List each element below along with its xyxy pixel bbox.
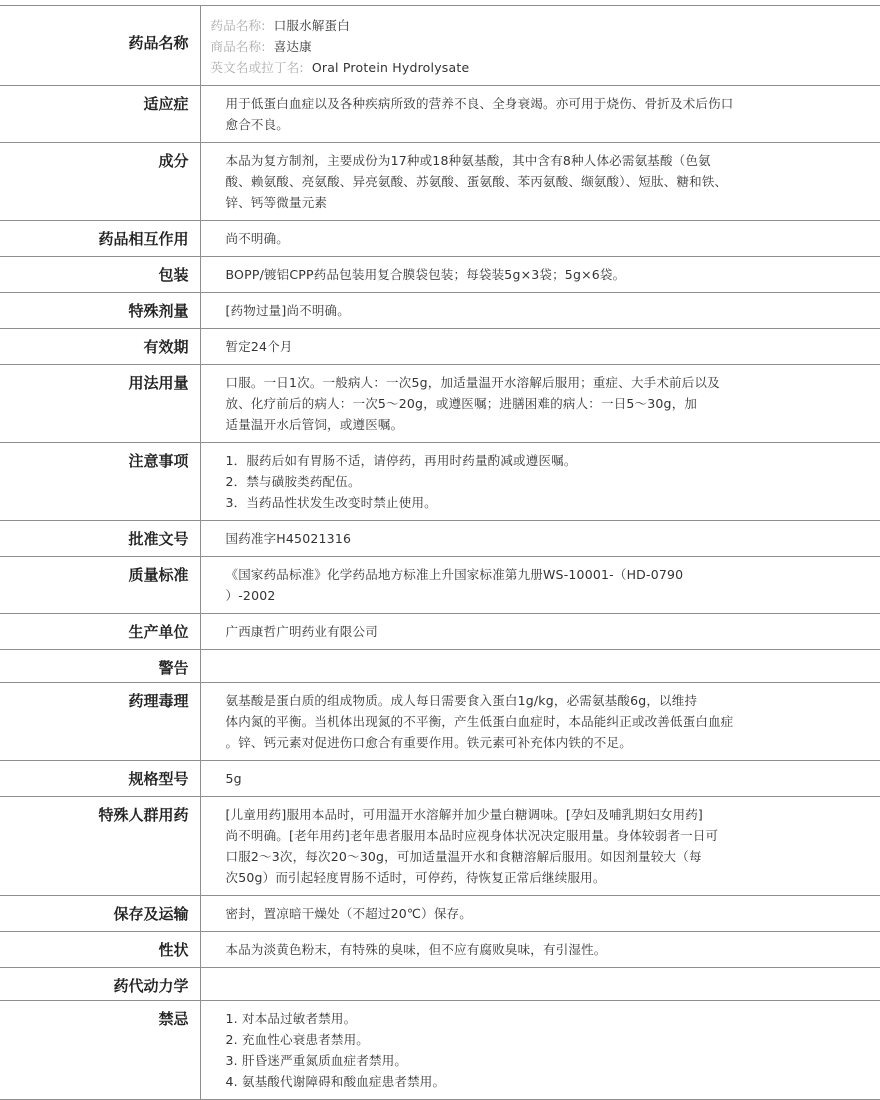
- row-special-dosage: [0, 293, 880, 329]
- row-precautions: [0, 443, 880, 521]
- label-storage: 保存及运输: [0, 896, 200, 932]
- special-population-line: 次50g）而引起轻度胃肠不适时，可停药，待恢复正常后继续服用。: [225, 870, 606, 885]
- row-appearance: [0, 932, 880, 968]
- drug-name-values: [200, 6, 880, 86]
- contraindications-line: 1. 对本品过敏者禁用。: [225, 1011, 357, 1026]
- value-contraindications: [200, 1001, 880, 1100]
- value-manufacturer: [200, 614, 880, 650]
- value-indications: [200, 86, 880, 143]
- value-special-dosage: [200, 293, 880, 329]
- value-pharmacology: [200, 683, 880, 761]
- value-appearance: [200, 932, 880, 968]
- label-manufacturer: 生产单位: [0, 614, 200, 650]
- manufacturer-line: 广西康哲广明药业有限公司: [225, 624, 378, 639]
- storage-line: 密封，置凉暗干燥处（不超过20℃）保存。: [225, 906, 472, 921]
- contraindications-line: 3. 肝昏迷严重氮质血症者禁用。: [225, 1053, 408, 1068]
- row-specification: [0, 761, 880, 797]
- value-interactions: [200, 221, 880, 257]
- row-pharmacokinetics: [0, 968, 880, 1001]
- special-dosage-line: [药物过量]尚不明确。: [225, 303, 350, 318]
- row-usage: [0, 365, 880, 443]
- pharmacology-line: 氨基酸是蛋白质的组成物质。成人每日需要食入蛋白1g/kg，必需氨基酸6g，以维持: [225, 693, 698, 708]
- interactions-line: 尚不明确。: [225, 231, 290, 246]
- precautions-line: 2．禁与磺胺类药配伍。: [225, 474, 361, 489]
- english-name-key: 英文名或拉丁名:: [210, 60, 304, 75]
- approval-line: 国药准字H45021316: [225, 531, 352, 546]
- row-pharmacology: [0, 683, 880, 761]
- value-warning: [200, 650, 880, 683]
- value-usage: [200, 365, 880, 443]
- value-approval: [200, 521, 880, 557]
- row-drug-name: [0, 6, 880, 86]
- label-warning: 警告: [0, 650, 200, 683]
- value-expiry: [200, 329, 880, 365]
- label-specification: 规格型号: [0, 761, 200, 797]
- usage-line: 适量温开水后管饲，或遵医嘱。: [225, 417, 404, 432]
- label-interactions: 药品相互作用: [0, 221, 200, 257]
- standard-line: ）-2002: [225, 588, 276, 603]
- appearance-line: 本品为淡黄色粉末，有特殊的臭味，但不应有腐败臭味，有引湿性。: [225, 942, 607, 957]
- usage-line: 放、化疗前后的病人：一次5～20g，或遵医嘱；进膳困难的病人：一日5～30g，加: [225, 396, 698, 411]
- label-appearance: 性状: [0, 932, 200, 968]
- value-standard: [200, 557, 880, 614]
- english-name-value: Oral Protein Hydrolysate: [311, 60, 470, 75]
- value-precautions: [200, 443, 880, 521]
- row-ingredients: [0, 143, 880, 221]
- label-packaging: 包装: [0, 257, 200, 293]
- row-interactions: [0, 221, 880, 257]
- value-ingredients: [200, 143, 880, 221]
- trade-name-line: [211, 36, 801, 57]
- label-usage: 用法用量: [0, 365, 200, 443]
- generic-name-value: 口服水解蛋白: [273, 18, 350, 33]
- precautions-line: 3．当药品性状发生改变时禁止使用。: [225, 495, 437, 510]
- expiry-line: 暂定24个月: [225, 339, 293, 354]
- row-warning: [0, 650, 880, 683]
- row-contraindications: [0, 1001, 880, 1100]
- contraindications-line: 4. 氨基酸代谢障碍和酸血症患者禁用。: [225, 1074, 446, 1089]
- contraindications-line: 2. 充血性心衰患者禁用。: [225, 1032, 370, 1047]
- value-special-population: [200, 797, 880, 896]
- drug-info-sheet: [0, 5, 880, 1100]
- precautions-line: 1．服药后如有胃肠不适，请停药，再用时药量酌减或遵医嘱。: [225, 453, 577, 468]
- label-ingredients: 成分: [0, 143, 200, 221]
- label-special-dosage: 特殊剂量: [0, 293, 200, 329]
- row-packaging: [0, 257, 880, 293]
- generic-name-key: 药品名称:: [210, 18, 266, 33]
- row-approval: [0, 521, 880, 557]
- label-pharmacokinetics: 药代动力学: [0, 968, 200, 1001]
- value-storage: [200, 896, 880, 932]
- indications-line: 用于低蛋白血症以及各种疾病所致的营养不良、全身衰竭。亦可用于烧伤、骨折及术后伤口: [225, 96, 734, 111]
- pharmacology-line: 。锌、钙元素对促进伤口愈合有重要作用。铁元素可补充体内铁的不足。: [225, 735, 632, 750]
- label-precautions: 注意事项: [0, 443, 200, 521]
- indications-line: 愈合不良。: [225, 117, 290, 132]
- value-packaging: [200, 257, 880, 293]
- row-storage: [0, 896, 880, 932]
- label-standard: 质量标准: [0, 557, 200, 614]
- row-indications: [0, 86, 880, 143]
- special-population-line: 尚不明确。[老年用药]老年患者服用本品时应视身体状况决定服用量。身体较弱者一日可: [225, 828, 719, 843]
- label-special-population: 特殊人群用药: [0, 797, 200, 896]
- row-standard: [0, 557, 880, 614]
- label-indications: 适应症: [0, 86, 200, 143]
- row-manufacturer: [0, 614, 880, 650]
- row-special-population: [0, 797, 880, 896]
- label-pharmacology: 药理毒理: [0, 683, 200, 761]
- specification-line: 5g: [225, 771, 242, 786]
- label-expiry: 有效期: [0, 329, 200, 365]
- trade-name-value: 喜达康: [273, 39, 312, 54]
- label-approval: 批准文号: [0, 521, 200, 557]
- special-population-line: 口服2～3次，每次20～30g，可加适量温开水和食糖溶解后服用。如因剂量较大（每: [225, 849, 702, 864]
- label-drug-name: 药品名称: [0, 6, 200, 86]
- packaging-line: BOPP/镀铝CPP药品包装用复合膜袋包装；每袋装5g×3袋；5g×6袋。: [225, 267, 626, 282]
- ingredients-line: 锌、钙等微量元素: [225, 195, 328, 210]
- usage-line: 口服。一日1次。一般病人：一次5g，加适量温开水溶解后服用；重症、大手术前后以及: [225, 375, 720, 390]
- special-population-line: [儿童用药]服用本品时，可用温开水溶解并加少量白糖调味。[孕妇及哺乳期妇女用药]: [225, 807, 704, 822]
- ingredients-line: 酸、赖氨酸、亮氨酸、异亮氨酸、苏氨酸、蛋氨酸、苯丙氨酸、缬氨酸）、短肽、糖和铁、: [225, 174, 728, 189]
- english-name-line: [211, 57, 801, 78]
- row-expiry: [0, 329, 880, 365]
- label-contraindications: 禁忌: [0, 1001, 200, 1100]
- value-specification: [200, 761, 880, 797]
- trade-name-key: 商品名称:: [210, 39, 266, 54]
- generic-name-line: [211, 15, 801, 36]
- drug-info-table: [0, 5, 880, 1100]
- value-pharmacokinetics: [200, 968, 880, 1001]
- pharmacology-line: 体内氮的平衡。当机体出现氮的不平衡，产生低蛋白血症时，本品能纠正或改善低蛋白血症: [225, 714, 734, 729]
- ingredients-line: 本品为复方制剂，主要成份为17种或18种氨基酸，其中含有8种人体必需氨基酸（色氨: [225, 153, 711, 168]
- standard-line: 《国家药品标准》化学药品地方标准上升国家标准第九册WS-10001-（HD-0790: [225, 567, 684, 582]
